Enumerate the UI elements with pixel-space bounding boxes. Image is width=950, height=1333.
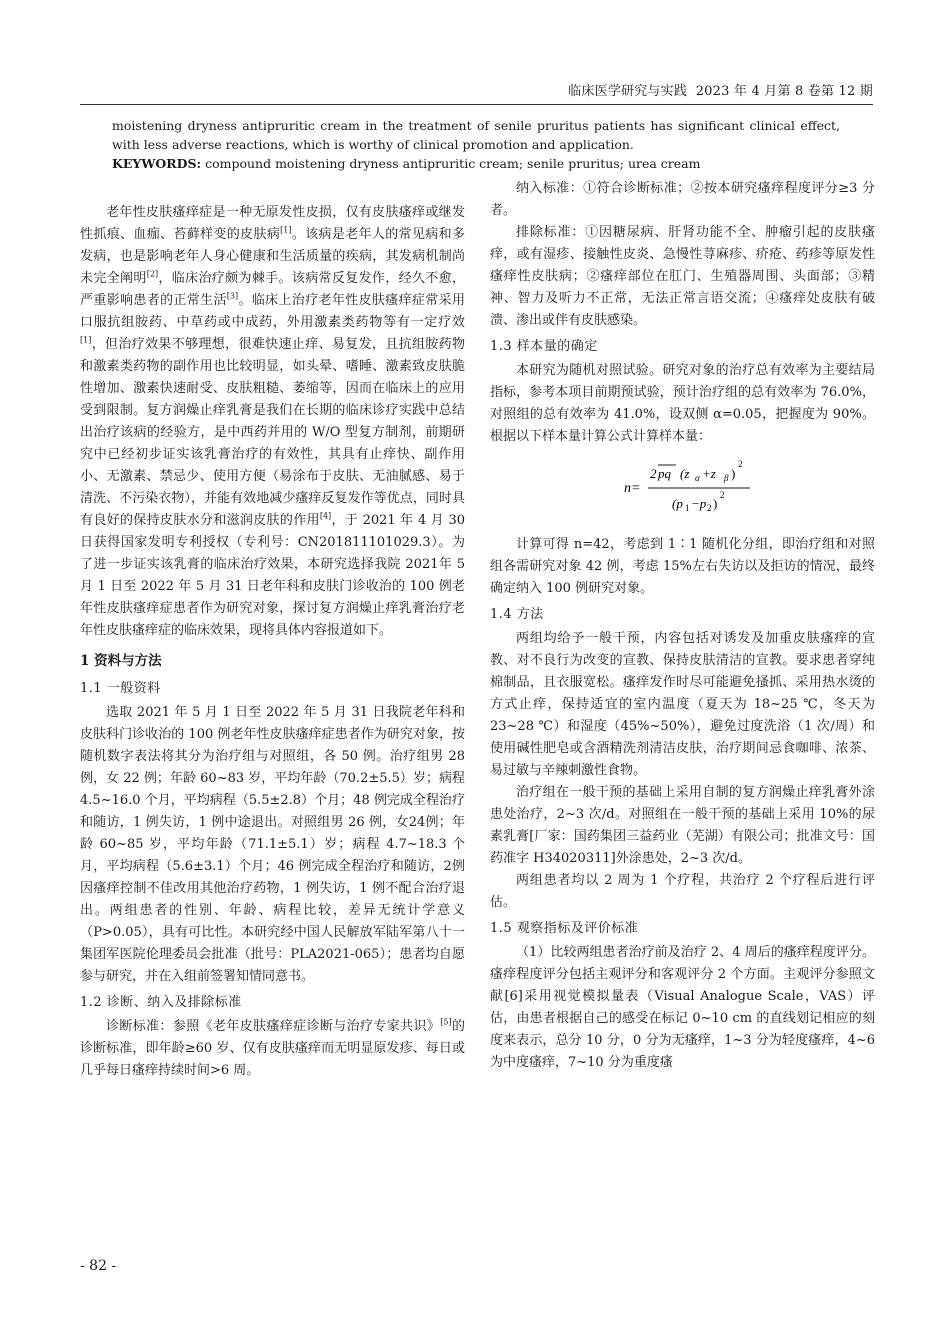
citation: [2] xyxy=(146,269,159,279)
formula-n: n= xyxy=(624,481,641,496)
abstract-tail: moistening dryness antipruritic cream in the treatment of senile pruritus patients has significant clinical effect, with less adverse reactions, which is worthy of clinical promotion and application. xyxy=(112,118,840,152)
subsection-heading: 1.5 观察指标及评价标准 xyxy=(490,921,639,936)
formula-den-close: ) xyxy=(713,496,718,511)
formula-num-close: ) xyxy=(731,466,736,481)
methods-paragraph-2: 治疗组在一般干预的基础上采用自制的复方润燥止痒乳膏外涂患处治疗，2~3 次/d。对照组在一般干预的基础上采用 10%的尿素乳膏[厂家：国药集团三益药业（芜湖）有限公司；批准文号：国药准字 H34020311]外涂患处，2~3 次/d。 xyxy=(490,785,875,866)
issue-info: 2023 年 4 月第 8 卷第 12 期 xyxy=(695,84,873,99)
running-header xyxy=(80,80,873,105)
subsection-heading: 1.1 一般资料 xyxy=(80,681,161,696)
subsection-heading: 1.2 诊断、纳入及排除标准 xyxy=(80,995,242,1010)
keywords-label: KEYWORDS: xyxy=(112,156,202,171)
citation: [5] xyxy=(440,1017,452,1027)
formula-num-exp: 2 xyxy=(738,459,743,469)
abstract-block xyxy=(112,116,840,173)
journal-name: 临床医学研究与实践 xyxy=(568,84,688,99)
formula-den-1: 1 xyxy=(685,503,690,513)
sample-size-paragraph: 本研究为随机对照试验。研究对象的治疗总有效率为主要结局指标，参考本项目前期预试验，预计治疗组的总有效率为 76.0%，对照组的总有效率为 41.0%，设双侧 α=0.05，把握度为 90%。根据以下样本量计算公式计算样本量： xyxy=(490,363,875,444)
keywords xyxy=(112,154,840,173)
page-number: - 82 - xyxy=(80,1258,117,1274)
inclusion-paragraph: 纳入标准：①符合诊断标准；②按本研究瘙痒程度评分≥3 分者。 xyxy=(490,181,875,218)
formula-den-p: (p xyxy=(672,496,683,511)
formula-den-minus: −p xyxy=(691,496,707,511)
right-column xyxy=(490,178,875,1074)
intro-paragraph: 老年性皮肤瘙痒症是一种无原发性皮损，仅有皮肤瘙痒或继发性抓痕、血痂、苔藓样变的皮肤病[1]。该病是老年人的常见病和多发病，也是影响老年人身心健康和生活质量的疾病，其发病机制尚未完全阐明[2]，临床治疗颇为棘手。该病常反复发作，经久不愈，严重影响患者的正常生活[3]。临床上治疗老年性皮肤瘙痒症常采用口服抗组胺药、中草药或中成药，外用激素类药物等有一定疗效[1]，但治疗效果不够理想，很难快速止痒、易复发，且抗组胺药物和激素类药物的副作用也比较明显，如头晕、嗜睡、激素致皮肤脆性增加、激素快速耐受、皮肤粗糙、萎缩等，因而在临床上的应用受到限制。复方润燥止痒乳膏是我们在长期的临床诊疗实践中总结出治疗该病的经验方，是中西药并用的 W/O 型复方制剂，前期研究中已经初步证实该乳膏治疗的有效性，其具有止痒快、副作用小、无激素、禁忌少、使用方便（易涂布于皮肤、无油腻感、易于清洗、不污染衣物），并能有效地减少瘙痒反复发作等优点，同时具有良好的保持皮肤水分和滋润皮肤的作用[4]，于 2021 年 4 月 30日获得国家发明专利授权（专利号：CN201811101029.3）。为了进一步证实该乳膏的临床治疗效果，本研究选择我院 2021年 5 月 1 日至 2022 年 5 月 31 日老年科和皮肤门诊收治的 100 例老年性皮肤瘙痒症患者作为研究对象，探讨复方润燥止痒乳膏治疗老年性皮肤瘙痒症的临床效果，现将具体内容报道如下。 xyxy=(80,205,465,638)
formula-z: (z xyxy=(680,466,690,481)
citation: [4] xyxy=(319,511,332,521)
subsection-heading: 1.3 样本量的确定 xyxy=(490,339,598,354)
keywords-text: compound moistening dryness antipruritic cream; senile pruritus; urea cream xyxy=(201,156,701,171)
formula-beta: β xyxy=(724,473,729,483)
formula-pq: pq xyxy=(658,466,671,481)
citation: [1] xyxy=(280,225,292,235)
diagnosis-paragraph: 诊断标准：参照《老年皮肤瘙痒症诊断与治疗专家共识》[5]的诊断标准，即年龄≥60 岁、仅有皮肤瘙痒而无明显原发疹、每日或几乎每日瘙痒持续时间>6 周。 xyxy=(80,1017,465,1078)
indicators-paragraph: （1）比较两组患者治疗前及治疗 2、4 周后的瘙痒程度评分。瘙痒程度评分包括主观评分和客观评分 2 个方面。主观评分参照文献[6]采用视觉模拟量表（Visual Analogue Scale，VAS）评估，由患者根据自己的感受在标记 0~10 cm 的直线划记相应的刻度来表示，总分 10 分，0 分为无瘙痒，1~3 分为轻度瘙痒，4~6 为中度瘙痒，7~10 分为重度瘙 xyxy=(490,945,875,1070)
citation: [1] xyxy=(80,335,92,345)
citation: [3] xyxy=(226,291,239,301)
formula-num-2: 2 xyxy=(650,466,657,481)
methods-paragraph-3: 两组患者均以 2 周为 1 个疗程，共治疗 2 个疗程后进行评估。 xyxy=(490,873,875,910)
formula-svg xyxy=(610,450,810,526)
formula-alpha: α xyxy=(695,473,700,483)
sample-size-formula xyxy=(490,450,875,528)
sample-size-result: 计算可得 n=42，考虑到 1∶1 随机化分组，即治疗组和对照组各需研究对象 42 例，考虑 15%左右失访以及拒访的情况，最终确定纳入 100 例研究对象。 xyxy=(490,537,875,596)
general-data-paragraph: 选取 2021 年 5 月 1 日至 2022 年 5 月 31 日我院老年科和皮肤科门诊收治的 100 例老年性皮肤瘙痒症患者作为研究对象，按随机数字表法将其分为治疗组与对照组，各 50 例。治疗组男 28 例，女 22 例；年龄 60~83 岁，平均年龄（70.2±5.5）岁；病程 4.5~16.0 个月，平均病程（5.5±2.8）个月；48 例完成全程治疗和随访，1 例失访，1 例中途退出。对照组男 26 例，女24例；年龄 60~85 岁，平均年龄（71.1±5.1）岁；病程 4.7~18.3 个月，平均病程（5.6±3.1）个月；46 例完成全程治疗和随访，2例因瘙痒控制不佳改用其他治疗药物，1 例失访，1 例不配合治疗退出。两组患者的性别、年龄、病程比较，差异无统计学意义（P>0.05），具有可比性。本研究经中国人民解放军陆军第八十一集团军医院伦理委员会批准（批号：PLA2021-065）；患者均自愿参与研究，并在入组前签署知情同意书。 xyxy=(80,705,465,984)
section-heading: 1 资料与方法 xyxy=(80,653,162,669)
formula-plus-z: +z xyxy=(702,466,716,481)
methods-paragraph-1: 两组均给予一般干预，内容包括对诱发及加重皮肤瘙痒的宣教、对不良行为改变的宣教、保持皮肤清洁的宣教。要求患者穿纯棉制品，且衣服宽松。瘙痒发作时尽可能避免搔抓、采用热水烫的方式止痒，保持适宜的室内温度（夏天为 18~25 ℃，冬天为 23~28 ℃）和湿度（45%~50%），避免过度洗浴（1 次/周）和使用碱性肥皂或含酒精洗剂清洁皮肤，治疗期间忌食咖啡、浓茶、易过敏与辛辣刺激性食物。 xyxy=(490,631,875,778)
subsection-heading: 1.4 方法 xyxy=(490,607,544,622)
exclusion-paragraph: 排除标准：①因糖尿病、肝肾功能不全、肿瘤引起的皮肤瘙痒，或有湿疹、接触性皮炎、急慢性荨麻疹、疥疮、药疹等原发性瘙痒性皮肤病；②瘙痒部位在肛门、生殖器周围、头面部；③精神、智力及听力不正常，无法正常言语交流；④瘙痒处皮肤有破溃、渗出或伴有皮肤感染。 xyxy=(490,225,875,328)
formula-den-2: 2 xyxy=(707,503,712,513)
left-column xyxy=(80,202,465,1082)
formula-den-exp: 2 xyxy=(720,490,725,500)
